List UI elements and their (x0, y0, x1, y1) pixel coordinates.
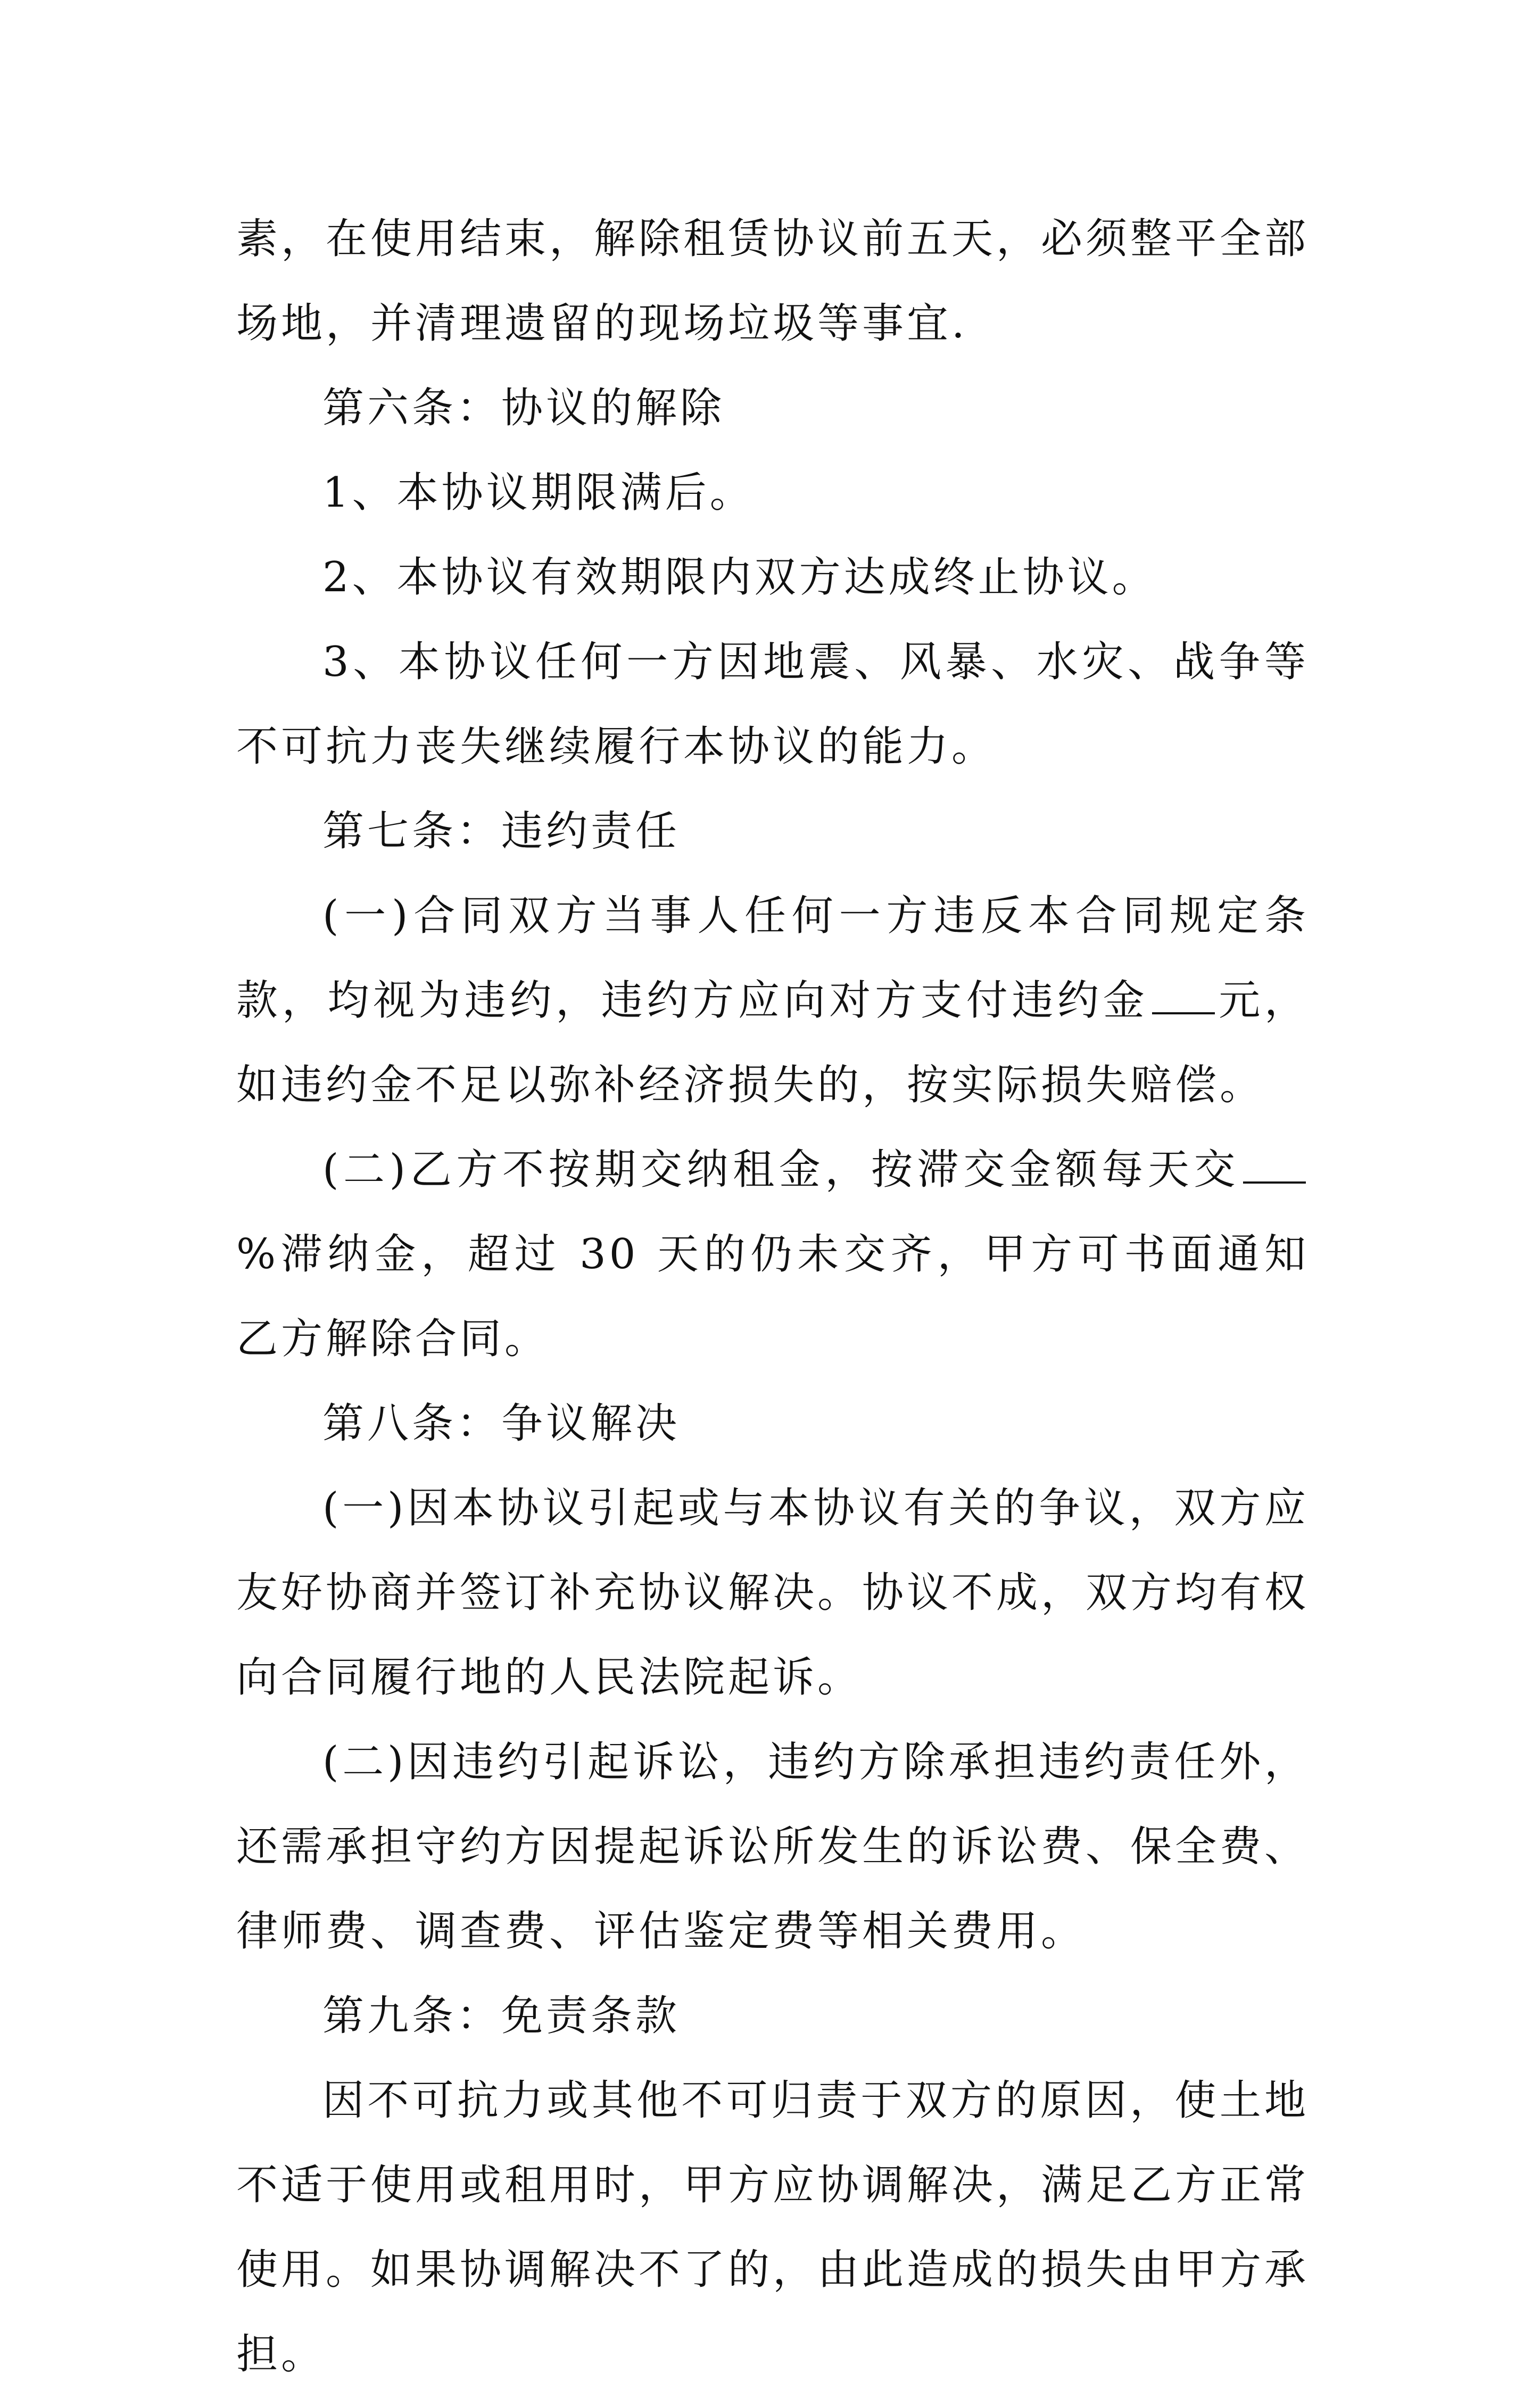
document-body (236, 197, 1309, 2397)
article-8-clause-2: (二)因违约引起诉讼，违约方除承担违约责任外，还需承担守约方因提起诉讼所发生的诉讼费、保全费、律师费、调查费、评估鉴定费等相关费用。 (236, 1738, 1310, 1955)
article-9-clause: 因不可抗力或其他不可归责于双方的原因，使土地不适于使用或租用时，甲方应协调解决，满足乙方正常使用。如果协调解决不了的，由此造成的损失由甲方承担。 (236, 2077, 1310, 2378)
clause-text-before-blank: (二)乙方不按期交纳租金，按滞交金额每天交 (322, 1146, 1240, 1194)
article-6-heading: 第六条：协议的解除 (322, 384, 725, 432)
article-6-item-3: 3、本协议任何一方因地震、风暴、水灾、战争等不可抗力丧失继续履行本协议的能力。 (236, 638, 1309, 771)
penalty-amount-blank (1152, 979, 1215, 1014)
article-6-item-1: 1、本协议期限满后。 (322, 469, 755, 517)
clause-text-after-blank: 元，如违约金不足以弥补经济损失的，按实际损失赔偿。 (236, 977, 1309, 1109)
article-7-clause-2 (236, 1128, 1309, 1382)
clause-text-after-blank: %滞纳金，超过 30 天的仍未交齐，甲方可书面通知乙方解除合同。 (236, 1230, 1309, 1363)
article-6-item-2: 2、本协议有效期限内双方达成终止协议。 (322, 553, 1157, 601)
article-8-clause-1: (一)因本协议引起或与本协议有关的争议，双方应友好协商并签订补充协议解决。协议不成，双方均有权向合同履行地的人民法院起诉。 (236, 1484, 1310, 1701)
article-8-heading: 第八条：争议解决 (322, 1400, 681, 1448)
clause-text-before-blank: (一)合同双方当事人任何一方违反本合同规定条款，均视为违约，违约方应向对方支付违约金 (236, 892, 1309, 1024)
late-fee-rate-blank (1243, 1148, 1306, 1184)
article-9-heading: 第九条：免责条款 (322, 1992, 681, 2040)
paragraph-continuation: 素，在使用结束，解除租赁协议前五天，必须整平全部场地，并清理遗留的现场垃圾等事宜. (236, 215, 1310, 348)
article-7-heading: 第七条：违约责任 (322, 807, 681, 855)
article-7-clause-1 (236, 874, 1309, 1128)
